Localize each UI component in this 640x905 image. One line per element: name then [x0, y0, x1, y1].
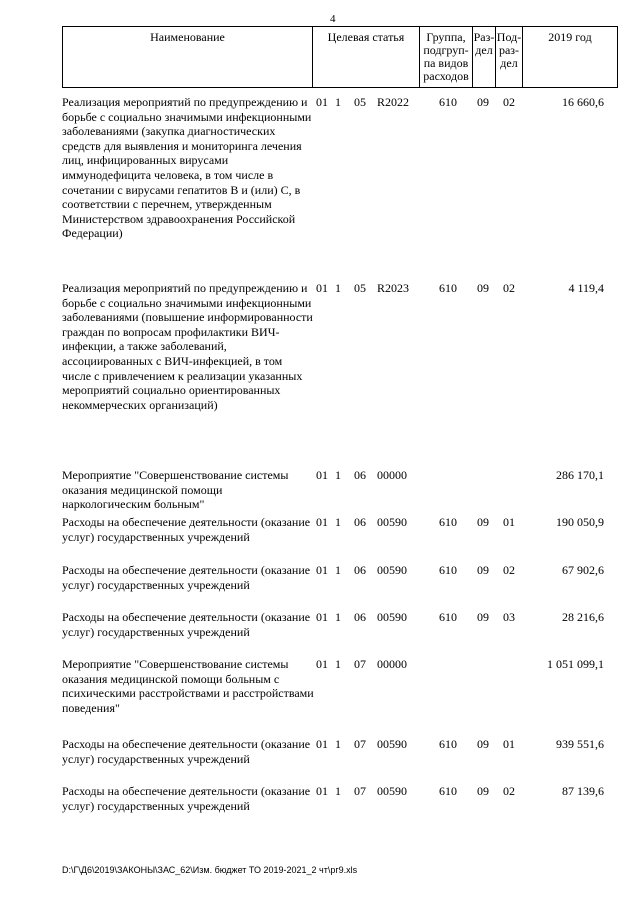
cell-code-1: 01: [316, 610, 328, 624]
row-name: Расходы на обеспечение деятельности (оказание услуг) государственных учреждений: [62, 784, 311, 813]
row-name: Расходы на обеспечение деятельности (оказание услуг) государственных учреждений: [62, 610, 311, 639]
cell-subsection: 02: [503, 95, 515, 109]
cell-section: 09: [477, 281, 489, 295]
cell-subsection: 01: [503, 515, 515, 529]
row-name: Расходы на обеспечение деятельности (оказание услуг) государственных учреждений: [62, 563, 311, 592]
cell-group: 610: [439, 515, 457, 529]
page-number: 4: [330, 13, 336, 25]
header-target-article: Целевая статья: [327, 30, 405, 44]
cell-code-3: 05: [354, 281, 366, 295]
cell-code-1: 01: [316, 281, 328, 295]
cell-code-2: 1: [335, 657, 341, 671]
row-name: Реализация мероприятий по предупреждению и борьбе с социально значимыми инфекционными заболеваниями (повышение информированности граждан по вопросам профилактики ВИЧ-инфекции, а также заболеваний, ассоциированных с ВИЧ-инфекцией, в том числе с привлечением к реализации указанных мероприятий социально ориентированных некоммерческих организаций): [62, 281, 313, 412]
cell-code-4: 00000: [377, 468, 407, 482]
cell-amount: 16 660,6: [562, 95, 604, 109]
cell-code-4: 00590: [377, 563, 407, 577]
cell-subsection: 02: [503, 281, 515, 295]
cell-code-3: 07: [354, 657, 366, 671]
cell-subsection: 02: [503, 563, 515, 577]
header-subsection: Под- раз- дел: [496, 30, 522, 70]
cell-subsection: 03: [503, 610, 515, 624]
cell-code-4: R2022: [377, 95, 410, 109]
cell-amount: 4 119,4: [568, 281, 604, 295]
cell-group: 610: [439, 610, 457, 624]
cell-code-1: 01: [316, 95, 328, 109]
cell-code-1: 01: [316, 563, 328, 577]
header-section: Раз- дел: [473, 30, 495, 57]
cell-code-1: 01: [316, 468, 328, 482]
cell-section: 09: [477, 737, 489, 751]
cell-group: 610: [439, 563, 457, 577]
cell-code-3: 06: [354, 515, 366, 529]
cell-amount: 67 902,6: [562, 563, 604, 577]
cell-code-2: 1: [335, 468, 341, 482]
cell-code-2: 1: [335, 610, 341, 624]
cell-code-4: 00000: [377, 657, 407, 671]
cell-code-3: 07: [354, 784, 366, 798]
cell-group: 610: [439, 784, 457, 798]
footer-file-path: D:\Г\Д6\2019\ЗАКОНЫ\ЗАС_62\Изм. бюджет ТО 2019-2021_2 чт\рг9.xls: [62, 865, 358, 875]
row-name: Мероприятие "Совершенствование системы оказания медицинской помощи наркологическим больным": [62, 468, 289, 512]
cell-code-3: 05: [354, 95, 366, 109]
header-group: Группа, подгруп- па видов расходов: [423, 30, 469, 83]
cell-amount: 1 051 099,1: [547, 657, 604, 671]
cell-subsection: 02: [503, 784, 515, 798]
row-name: Реализация мероприятий по предупреждению и борьбе с социально значимыми инфекционными заболеваниями (закупка диагностических средств для выявления и мониторинга лечения лиц, инфицированных вирусами иммунодефицита человека, в том числе в сочетании с вирусами гепатитов В и (или) С, в соответствии с перечнем, утвержденным Министерством здравоохранения Российской Федерации): [62, 95, 312, 241]
cell-code-4: 00590: [377, 610, 407, 624]
cell-group: 610: [439, 281, 457, 295]
cell-section: 09: [477, 563, 489, 577]
cell-section: 09: [477, 784, 489, 798]
cell-code-2: 1: [335, 515, 341, 529]
header-year: 2019 год: [548, 30, 592, 44]
cell-amount: 87 139,6: [562, 784, 604, 798]
cell-group: 610: [439, 95, 457, 109]
cell-code-4: 00590: [377, 515, 407, 529]
cell-code-4: R2023: [377, 281, 410, 295]
cell-code-3: 06: [354, 468, 366, 482]
cell-code-2: 1: [335, 737, 341, 751]
cell-code-2: 1: [335, 281, 341, 295]
cell-section: 09: [477, 515, 489, 529]
row-name: Расходы на обеспечение деятельности (оказание услуг) государственных учреждений: [62, 515, 311, 544]
cell-code-1: 01: [316, 737, 328, 751]
header-name: Наименование: [150, 30, 225, 44]
cell-subsection: 01: [503, 737, 515, 751]
cell-code-1: 01: [316, 657, 328, 671]
cell-amount: 190 050,9: [556, 515, 604, 529]
cell-amount: 939 551,6: [556, 737, 604, 751]
cell-code-3: 06: [354, 610, 366, 624]
cell-code-4: 00590: [377, 784, 407, 798]
cell-code-1: 01: [316, 784, 328, 798]
cell-section: 09: [477, 95, 489, 109]
cell-section: 09: [477, 610, 489, 624]
row-name: Мероприятие "Совершенствование системы оказания медицинской помощи больным с психическими расстройствами и расстройствами поведения": [62, 657, 314, 715]
row-name: Расходы на обеспечение деятельности (оказание услуг) государственных учреждений: [62, 737, 311, 766]
cell-group: 610: [439, 737, 457, 751]
cell-code-4: 00590: [377, 737, 407, 751]
cell-code-1: 01: [316, 515, 328, 529]
cell-code-2: 1: [335, 563, 341, 577]
cell-code-3: 07: [354, 737, 366, 751]
cell-amount: 286 170,1: [556, 468, 604, 482]
cell-code-2: 1: [335, 95, 341, 109]
cell-code-3: 06: [354, 563, 366, 577]
cell-amount: 28 216,6: [562, 610, 604, 624]
cell-code-2: 1: [335, 784, 341, 798]
